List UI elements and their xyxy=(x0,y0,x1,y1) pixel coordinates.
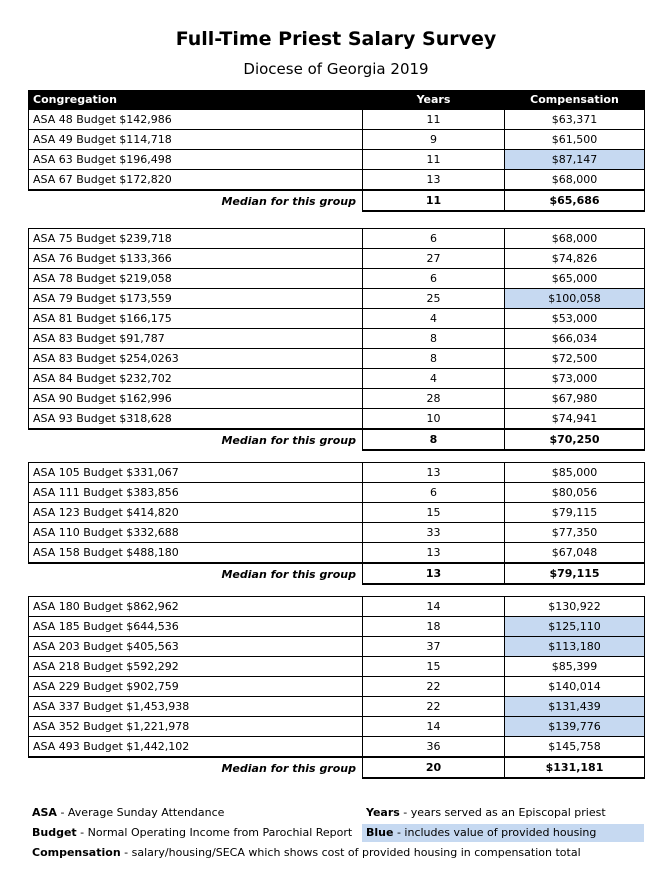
header-compensation: Compensation xyxy=(505,91,645,110)
congregation-cell: ASA 493 Budget $1,442,102 xyxy=(29,737,363,758)
years-cell: 13 xyxy=(363,463,505,483)
table-row xyxy=(29,677,645,697)
table-row xyxy=(29,483,645,503)
congregation-cell: ASA 83 Budget $91,787 xyxy=(29,329,363,349)
years-cell: 22 xyxy=(363,697,505,717)
table-row xyxy=(29,349,645,369)
congregation-cell: ASA 337 Budget $1,453,938 xyxy=(29,697,363,717)
median-label: Median for this group xyxy=(29,190,363,211)
header-years: Years xyxy=(363,91,505,110)
table-row xyxy=(29,409,645,430)
compensation-cell: $67,048 xyxy=(505,543,645,564)
legend-row-1 xyxy=(28,804,644,824)
compensation-cell: $87,147 xyxy=(505,150,645,170)
congregation-cell: ASA 90 Budget $162,996 xyxy=(29,389,363,409)
years-cell: 13 xyxy=(363,543,505,564)
table-row xyxy=(29,463,645,483)
header-congregation: Congregation xyxy=(29,91,363,110)
median-row xyxy=(29,190,645,211)
congregation-cell: ASA 78 Budget $219,058 xyxy=(29,269,363,289)
median-label: Median for this group xyxy=(29,429,363,450)
compensation-cell: $53,000 xyxy=(505,309,645,329)
years-cell: 11 xyxy=(363,150,505,170)
table-row xyxy=(29,617,645,637)
legend-blue: Blue - includes value of provided housing xyxy=(362,824,644,842)
table-row xyxy=(29,329,645,349)
compensation-cell: $74,941 xyxy=(505,409,645,430)
years-cell: 11 xyxy=(363,110,505,130)
years-cell: 4 xyxy=(363,369,505,389)
congregation-cell: ASA 75 Budget $239,718 xyxy=(29,229,363,249)
congregation-cell: ASA 84 Budget $232,702 xyxy=(29,369,363,389)
median-years: 8 xyxy=(363,429,505,450)
group-table-3 xyxy=(28,462,645,585)
median-row xyxy=(29,563,645,584)
years-cell: 14 xyxy=(363,717,505,737)
years-cell: 15 xyxy=(363,503,505,523)
years-cell: 18 xyxy=(363,617,505,637)
congregation-cell: ASA 185 Budget $644,536 xyxy=(29,617,363,637)
table-row xyxy=(29,269,645,289)
years-cell: 6 xyxy=(363,483,505,503)
congregation-cell: ASA 105 Budget $331,067 xyxy=(29,463,363,483)
group-table-1 xyxy=(28,90,645,212)
table-row xyxy=(29,130,645,150)
compensation-cell: $72,500 xyxy=(505,349,645,369)
compensation-cell: $67,980 xyxy=(505,389,645,409)
compensation-cell: $66,034 xyxy=(505,329,645,349)
table-row xyxy=(29,389,645,409)
years-cell: 14 xyxy=(363,597,505,617)
table-row xyxy=(29,170,645,191)
years-cell: 22 xyxy=(363,677,505,697)
page-subtitle: Diocese of Georgia 2019 xyxy=(243,60,429,78)
median-compensation: $65,686 xyxy=(505,190,645,211)
table-row xyxy=(29,637,645,657)
compensation-cell: $125,110 xyxy=(505,617,645,637)
median-row xyxy=(29,757,645,778)
congregation-cell: ASA 49 Budget $114,718 xyxy=(29,130,363,150)
congregation-cell: ASA 76 Budget $133,366 xyxy=(29,249,363,269)
median-label: Median for this group xyxy=(29,563,363,584)
congregation-cell: ASA 203 Budget $405,563 xyxy=(29,637,363,657)
table-row xyxy=(29,523,645,543)
compensation-cell: $145,758 xyxy=(505,737,645,758)
compensation-cell: $63,371 xyxy=(505,110,645,130)
congregation-cell: ASA 158 Budget $488,180 xyxy=(29,543,363,564)
legend-budget: Budget - Normal Operating Income from Parochial Report xyxy=(32,826,353,839)
legend-row-2 xyxy=(28,824,644,844)
years-cell: 25 xyxy=(363,289,505,309)
years-cell: 10 xyxy=(363,409,505,430)
congregation-cell: ASA 352 Budget $1,221,978 xyxy=(29,717,363,737)
table-row xyxy=(29,289,645,309)
legend-years: Years - years served as an Episcopal priest xyxy=(366,806,606,819)
compensation-cell: $85,000 xyxy=(505,463,645,483)
compensation-cell: $85,399 xyxy=(505,657,645,677)
table-row xyxy=(29,657,645,677)
congregation-cell: ASA 218 Budget $592,292 xyxy=(29,657,363,677)
table-row xyxy=(29,229,645,249)
table-row xyxy=(29,597,645,617)
years-cell: 8 xyxy=(363,329,505,349)
table-row xyxy=(29,369,645,389)
legend xyxy=(28,804,644,864)
compensation-cell: $61,500 xyxy=(505,130,645,150)
congregation-cell: ASA 67 Budget $172,820 xyxy=(29,170,363,191)
compensation-cell: $68,000 xyxy=(505,229,645,249)
years-cell: 4 xyxy=(363,309,505,329)
years-cell: 8 xyxy=(363,349,505,369)
group-table-4 xyxy=(28,596,645,779)
table-row xyxy=(29,697,645,717)
table-row xyxy=(29,737,645,758)
median-years: 11 xyxy=(363,190,505,211)
compensation-cell: $139,776 xyxy=(505,717,645,737)
compensation-cell: $73,000 xyxy=(505,369,645,389)
years-cell: 9 xyxy=(363,130,505,150)
congregation-cell: ASA 93 Budget $318,628 xyxy=(29,409,363,430)
compensation-cell: $79,115 xyxy=(505,503,645,523)
table-row xyxy=(29,543,645,564)
group-table-2 xyxy=(28,228,645,451)
years-cell: 15 xyxy=(363,657,505,677)
congregation-cell: ASA 83 Budget $254,0263 xyxy=(29,349,363,369)
compensation-cell: $74,826 xyxy=(505,249,645,269)
compensation-cell: $130,922 xyxy=(505,597,645,617)
years-cell: 6 xyxy=(363,229,505,249)
header-row xyxy=(29,91,645,110)
page-title: Full-Time Priest Salary Survey xyxy=(175,28,497,50)
compensation-cell: $100,058 xyxy=(505,289,645,309)
years-cell: 37 xyxy=(363,637,505,657)
table-row xyxy=(29,150,645,170)
legend-asa: ASA - Average Sunday Attendance xyxy=(32,806,225,819)
table-row xyxy=(29,503,645,523)
congregation-cell: ASA 180 Budget $862,962 xyxy=(29,597,363,617)
table-row xyxy=(29,249,645,269)
median-label: Median for this group xyxy=(29,757,363,778)
legend-row-3 xyxy=(28,844,644,864)
table-row xyxy=(29,110,645,130)
compensation-cell: $80,056 xyxy=(505,483,645,503)
years-cell: 33 xyxy=(363,523,505,543)
median-compensation: $70,250 xyxy=(505,429,645,450)
median-compensation: $79,115 xyxy=(505,563,645,584)
years-cell: 13 xyxy=(363,170,505,191)
compensation-cell: $65,000 xyxy=(505,269,645,289)
compensation-cell: $68,000 xyxy=(505,170,645,191)
years-cell: 6 xyxy=(363,269,505,289)
congregation-cell: ASA 48 Budget $142,986 xyxy=(29,110,363,130)
compensation-cell: $140,014 xyxy=(505,677,645,697)
congregation-cell: ASA 81 Budget $166,175 xyxy=(29,309,363,329)
years-cell: 28 xyxy=(363,389,505,409)
table-row xyxy=(29,717,645,737)
legend-compensation: Compensation - salary/housing/SECA which shows cost of provided housing in compensation total xyxy=(32,846,581,859)
congregation-cell: ASA 111 Budget $383,856 xyxy=(29,483,363,503)
table-row xyxy=(29,309,645,329)
years-cell: 27 xyxy=(363,249,505,269)
congregation-cell: ASA 79 Budget $173,559 xyxy=(29,289,363,309)
median-row xyxy=(29,429,645,450)
median-years: 20 xyxy=(363,757,505,778)
compensation-cell: $113,180 xyxy=(505,637,645,657)
median-compensation: $131,181 xyxy=(505,757,645,778)
congregation-cell: ASA 63 Budget $196,498 xyxy=(29,150,363,170)
congregation-cell: ASA 229 Budget $902,759 xyxy=(29,677,363,697)
median-years: 13 xyxy=(363,563,505,584)
congregation-cell: ASA 110 Budget $332,688 xyxy=(29,523,363,543)
congregation-cell: ASA 123 Budget $414,820 xyxy=(29,503,363,523)
compensation-cell: $77,350 xyxy=(505,523,645,543)
years-cell: 36 xyxy=(363,737,505,758)
compensation-cell: $131,439 xyxy=(505,697,645,717)
